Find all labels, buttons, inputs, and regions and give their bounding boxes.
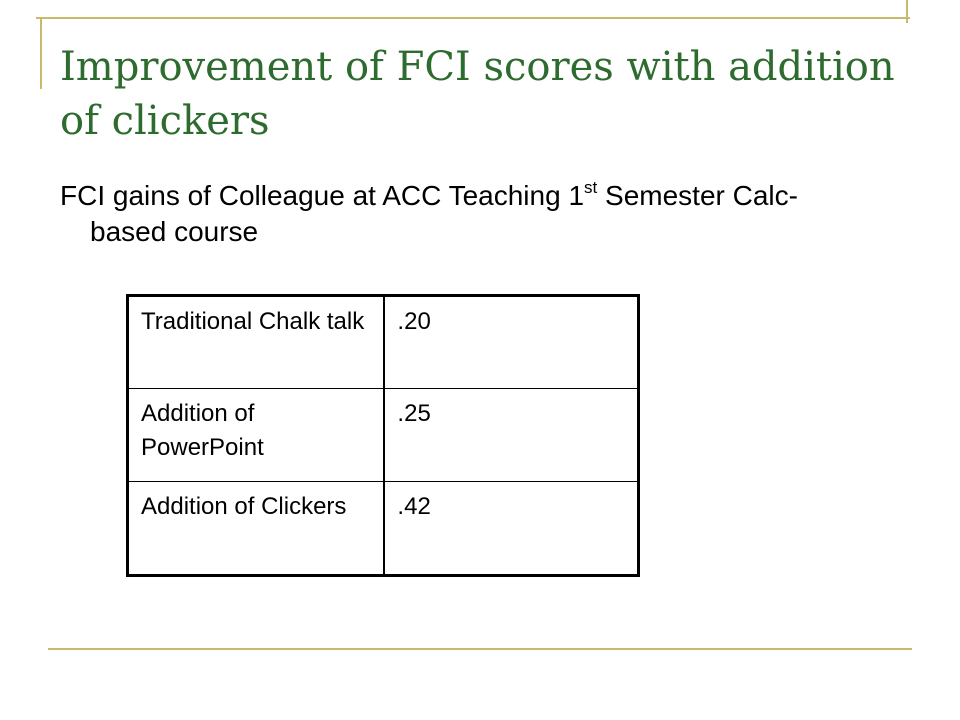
table-row: [128, 296, 639, 389]
left-accent-line: [40, 17, 42, 89]
method-cell: Addition of PowerPoint: [128, 389, 385, 482]
fci-gains-table: [126, 294, 640, 577]
right-accent-line: [906, 0, 908, 23]
subtitle-main-text: FCI gains of Colleague at ACC Teaching 1: [60, 180, 585, 211]
gain-cell: .25: [384, 389, 638, 482]
table-row: [128, 389, 639, 482]
method-cell: Traditional Chalk talk: [128, 296, 385, 389]
table-row: [128, 482, 639, 576]
gain-cell: .42: [384, 482, 638, 576]
slide-subtitle: [60, 178, 850, 250]
bottom-accent-line: [48, 648, 912, 650]
top-accent-line: [36, 17, 910, 19]
gain-cell: .20: [384, 296, 638, 389]
method-cell: Addition of Clickers: [128, 482, 385, 576]
subtitle-superscript: st: [584, 178, 598, 197]
subtitle-tail-text: Semester Calc-based course: [90, 180, 798, 247]
slide-title: Improvement of FCI scores with addition of clickers: [60, 44, 895, 144]
